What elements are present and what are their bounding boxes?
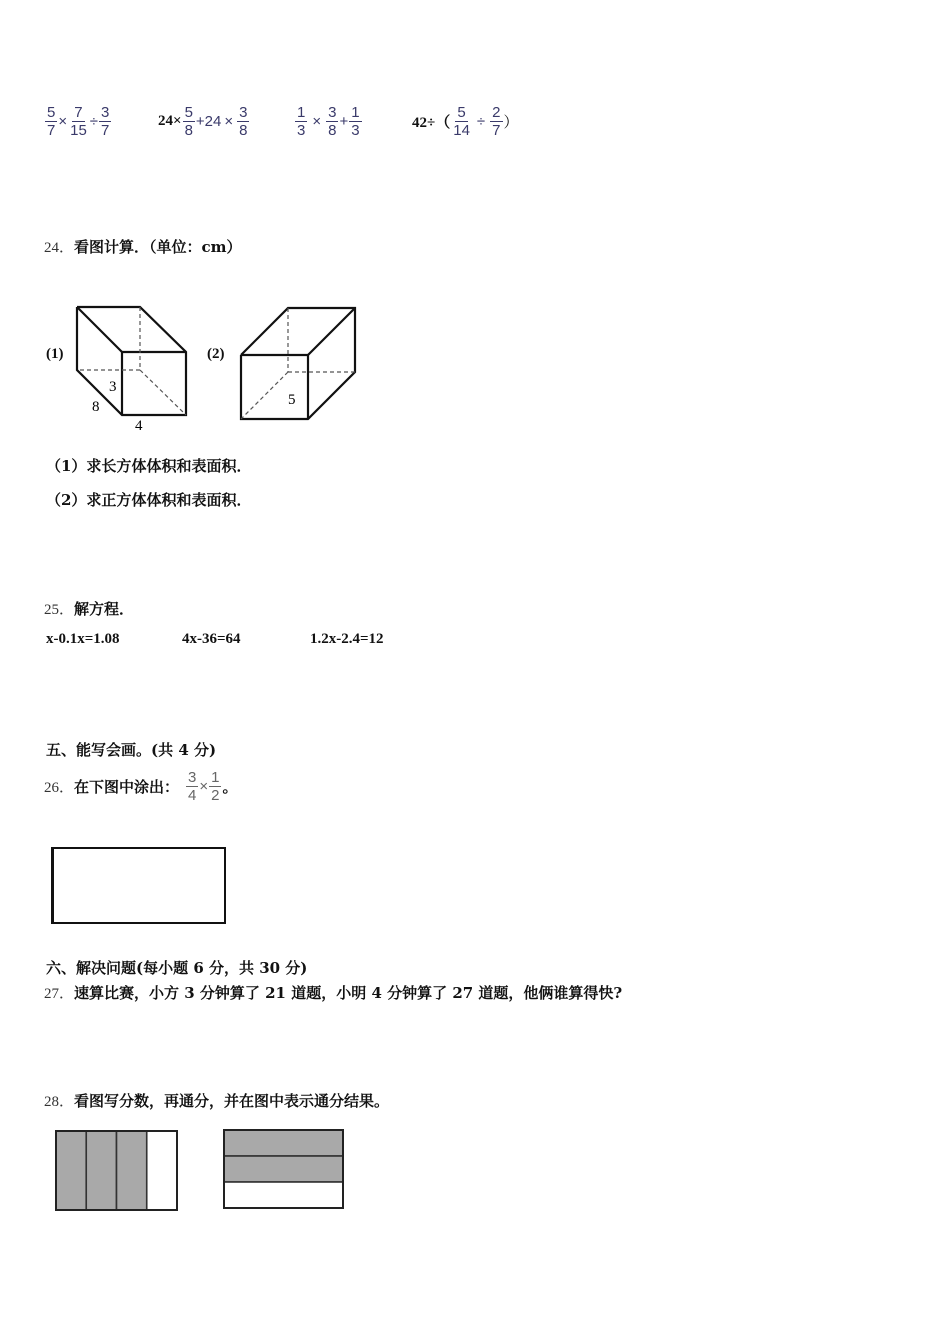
fraction: $\frac{3}{8}$ — [328, 103, 337, 139]
section-5-title: 五、能写会画。(共 4 分) — [46, 741, 217, 759]
question-number: 28． — [44, 1094, 75, 1110]
question-title: 看图计算．（单位：cm） — [74, 238, 242, 256]
operator: × — [58, 112, 68, 130]
operator: ÷ — [476, 112, 486, 130]
empty-cell — [224, 1182, 343, 1208]
expression-4 — [412, 99, 519, 143]
expression-1 — [44, 99, 112, 143]
shaded-cell — [117, 1131, 147, 1210]
cube-figure — [235, 300, 365, 430]
fraction-bar-horizontal — [223, 1129, 345, 1211]
shading-rectangle[interactable] — [51, 847, 226, 924]
shaded-cell — [86, 1131, 116, 1210]
dim-width: 4 — [135, 418, 143, 434]
fraction: $\frac{2}{7}$ — [492, 103, 501, 139]
expression-2 — [158, 99, 250, 143]
operator: × — [312, 112, 322, 130]
question-25-heading — [44, 598, 134, 619]
question-28 — [44, 1090, 389, 1111]
fig2-cells — [224, 1130, 343, 1208]
fraction: $\frac{7}{15}$ — [70, 103, 87, 139]
expression-lead: 42÷（ — [412, 114, 451, 131]
question-24-sub-2: （2）求正方体体积和表面积． — [46, 491, 252, 509]
question-number: 25． — [44, 602, 75, 618]
question-number: 27． — [44, 986, 75, 1002]
operator: ÷ — [89, 112, 99, 130]
fraction: $\frac{5}{7}$ — [47, 103, 56, 139]
fraction: $\frac{1}{3}$ — [297, 103, 306, 139]
operator: × — [224, 112, 234, 130]
cuboid-figure — [60, 295, 200, 435]
question-title: 解方程． — [74, 600, 135, 618]
question-end: 。 — [222, 777, 238, 796]
question-26 — [44, 763, 238, 809]
expression-3 — [294, 99, 363, 143]
shaded-cell — [224, 1156, 343, 1182]
dim-depth: 8 — [92, 399, 100, 415]
dim-height: 3 — [109, 379, 117, 395]
question-text: 速算比赛，小方 3 分钟算了 21 道题，小明 4 分钟算了 27 道题，他俩谁算得快? — [74, 984, 623, 1002]
expression-close: ） — [503, 112, 519, 131]
fig1-cells — [56, 1131, 177, 1210]
fraction: $\frac{5}{14}$ — [453, 103, 470, 139]
operator: +24 — [195, 112, 222, 130]
question-27 — [44, 982, 622, 1003]
question-number: 24． — [44, 240, 75, 256]
question-text: 看图写分数，再通分，并在图中表示通分结果。 — [74, 1092, 390, 1110]
fraction: $\frac{3}{4}$ — [188, 768, 197, 804]
section-6-title: 六、解决问题(每小题 6 分，共 30 分) — [46, 959, 308, 977]
fraction-bar-vertical — [55, 1130, 179, 1212]
figure-1-label: (1) — [46, 346, 64, 362]
shaded-cell — [224, 1130, 343, 1156]
dim-edge: 5 — [288, 392, 296, 408]
equation-3: 1.2x-2.4=12 — [310, 631, 384, 647]
question-number: 26． — [44, 779, 75, 796]
fraction: $\frac{3}{8}$ — [239, 103, 248, 139]
fraction: $\frac{5}{8}$ — [184, 103, 193, 139]
figure-2-label: (2) — [207, 346, 225, 362]
shaded-cell — [56, 1131, 86, 1210]
question-24-heading — [44, 236, 242, 257]
fraction: $\frac{1}{2}$ — [211, 768, 220, 804]
empty-cell — [147, 1131, 177, 1210]
fraction: $\frac{3}{7}$ — [101, 103, 110, 139]
equation-2: 4x-36=64 — [182, 631, 241, 647]
expression-lead: 24× — [158, 112, 182, 129]
operator: + — [339, 112, 349, 130]
fraction: $\frac{1}{3}$ — [351, 103, 360, 139]
question-text: 在下图中涂出： — [74, 777, 180, 796]
question-24-sub-1: （1）求长方体体积和表面积． — [46, 457, 252, 475]
equation-1: x-0.1x=1.08 — [46, 631, 120, 647]
operator: × — [199, 777, 209, 795]
